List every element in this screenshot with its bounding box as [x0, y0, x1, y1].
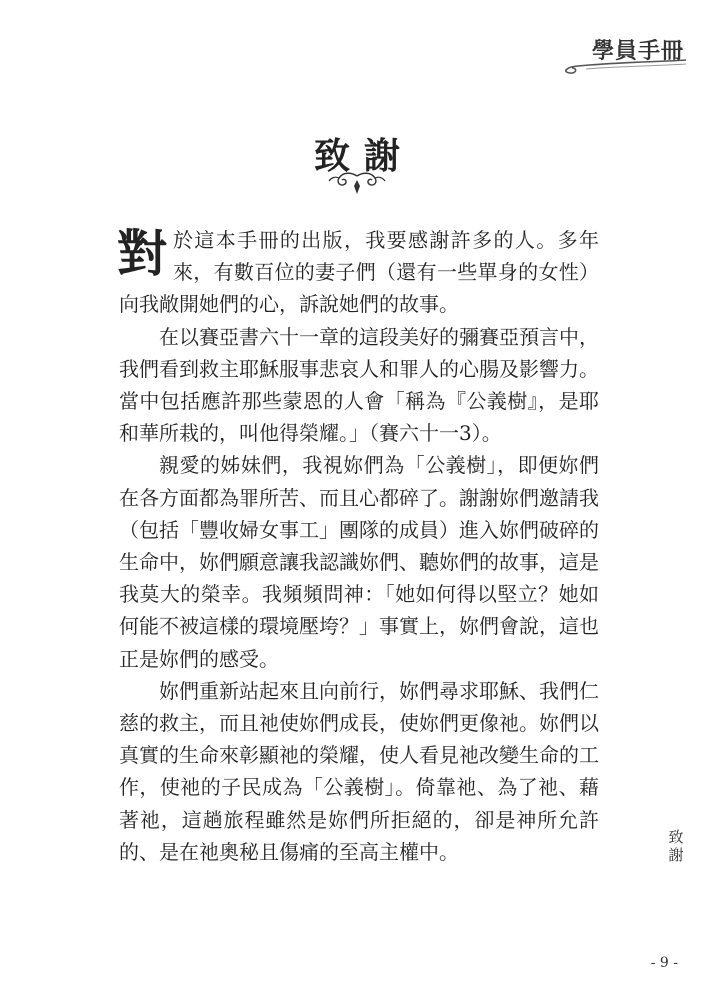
- paragraph-1-text: 於這本手冊的出版，我要感謝許多的人。多年來，有數百位的妻子們（還有一些單身的女性）向我敞開她們的心，訴說她們的故事。: [119, 228, 599, 317]
- paragraph-4: 妳們重新站起來且向前行，妳們尋求耶穌、我們仁慈的救主，而且祂使妳們成長，使妳們更像祂。妳們以真實的生命來彰顯祂的榮耀，使人看見祂改變生命的工作，使祂的子民成為「公義樹」。倚靠祂、為了祂、藉著祂，這趟旅程雖然是妳們所拒絕的，卻是神所允許的、是在祂奧秘且傷痛的至高主權中。: [119, 678, 599, 864]
- acknowledgement-body: [119, 224, 599, 868]
- header-flourish-icon: [558, 56, 688, 76]
- side-tab-char-1: 致: [668, 828, 684, 846]
- drop-cap: 對: [117, 225, 167, 283]
- page-title: 致謝: [313, 136, 414, 177]
- paragraph-3: 親愛的姊妹們，我視妳們為「公義樹」，即便妳們在各方面都為罪所苦、而且心都碎了。謝謝妳們邀請我（包括「豐收婦女事工」團隊的成員）進入妳們破碎的生命中，妳們願意讓我認識妳們、聽妳們的故事，這是我莫大的榮幸。我頻頻問神：「她如何得以堅立？她如何能不被這樣的環境壓垮？」事實上，妳們會說，這也正是妳們的感受。: [119, 453, 599, 671]
- handbook-header-label: 學員手冊: [591, 39, 684, 64]
- paragraph-1: [119, 224, 599, 321]
- chapter-side-tab: [665, 828, 687, 864]
- paragraph-2: 在以賽亞書六十一章的這段美好的彌賽亞預言中，我們看到救主耶穌服事悲哀人和罪人的心腸及影響力。當中包括應許那些蒙恩的人會「稱為『公義樹』，是耶和華所栽的，叫他得榮耀。」（賽六十一3）。: [119, 324, 599, 446]
- side-tab-char-2: 謝: [668, 846, 684, 864]
- title-ornament-icon: [327, 170, 387, 196]
- page-number: - 9 -: [650, 955, 678, 971]
